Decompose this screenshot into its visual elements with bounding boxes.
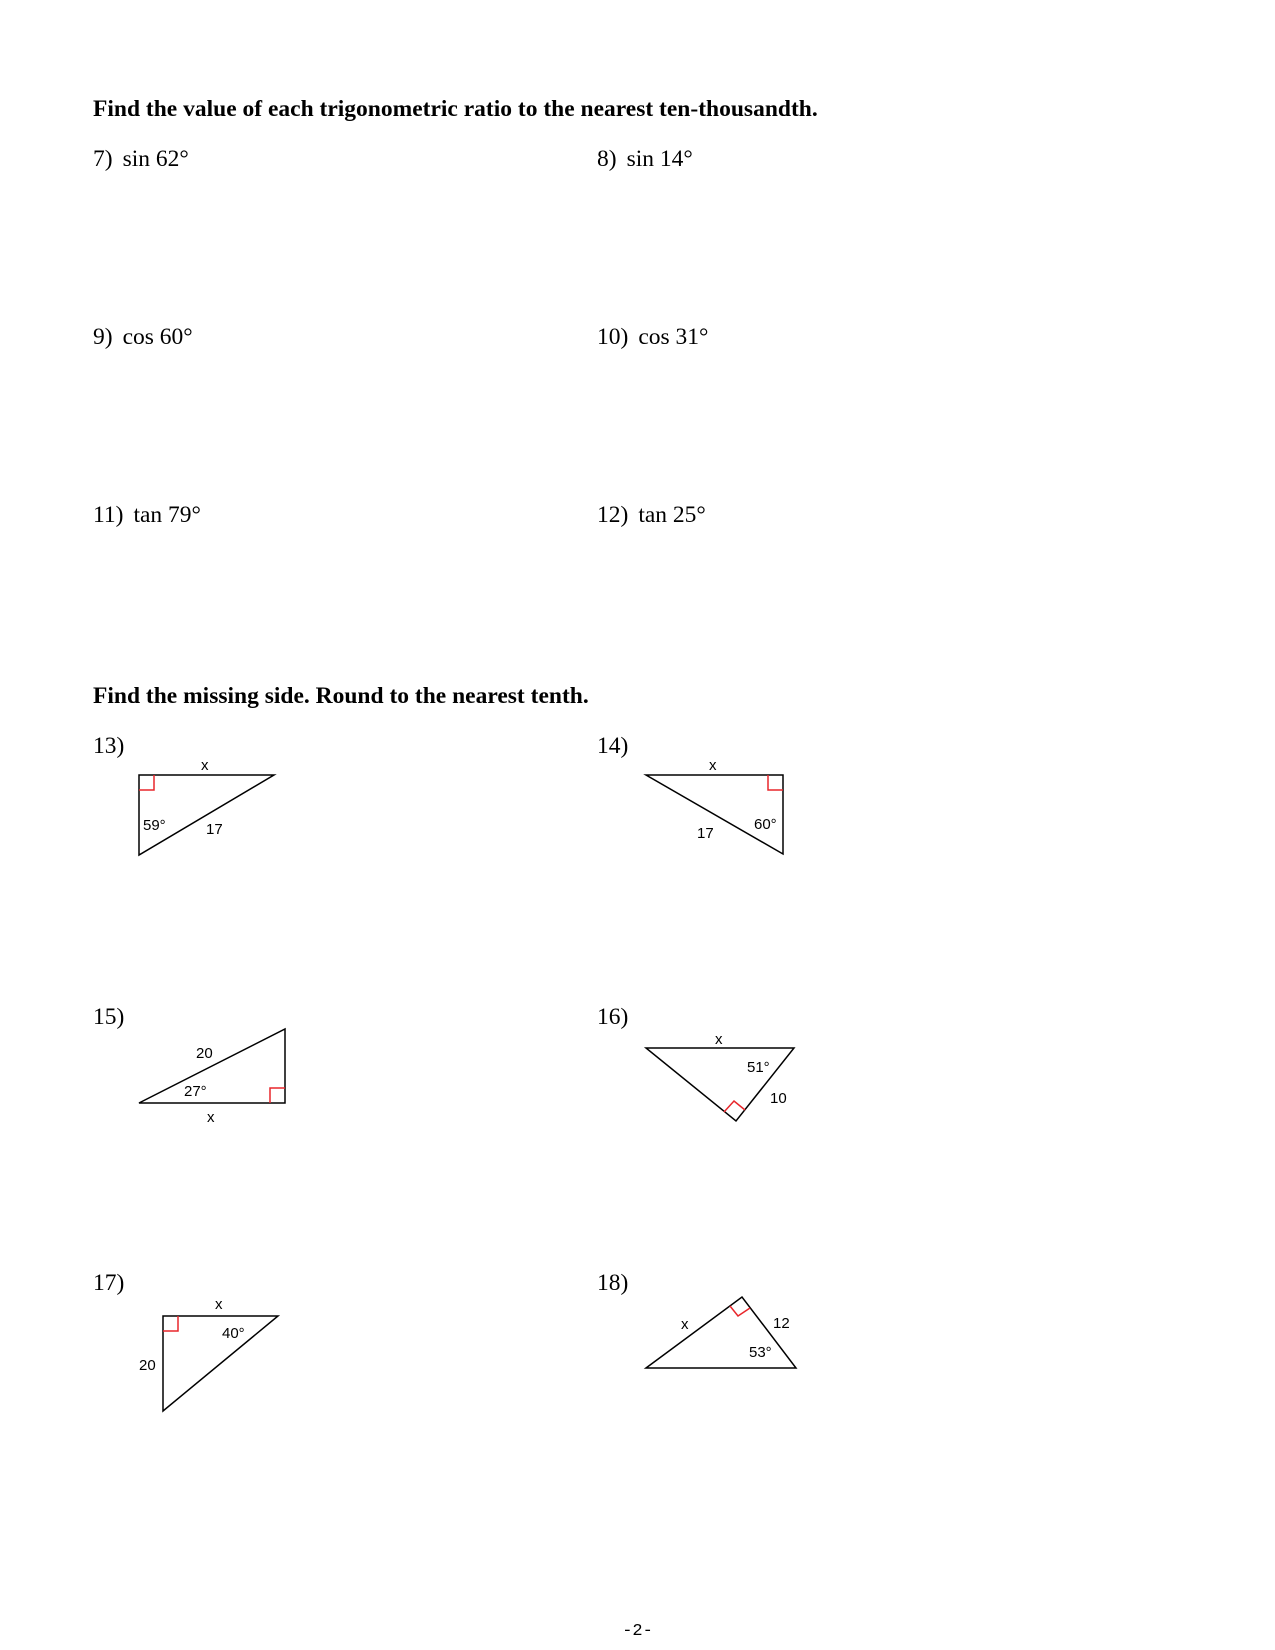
label-side: 12 bbox=[773, 1315, 790, 1332]
problem-expression: tan 79° bbox=[133, 502, 201, 528]
right-angle-marker bbox=[724, 1101, 745, 1112]
problem-expression: cos 31° bbox=[638, 324, 709, 350]
label-unknown: x bbox=[681, 1316, 689, 1333]
label-side: 20 bbox=[196, 1045, 213, 1062]
label-angle: 27° bbox=[184, 1083, 207, 1100]
label-angle: 60° bbox=[754, 816, 777, 833]
problem-number: 10) bbox=[597, 324, 629, 350]
problem-18-number: 18) bbox=[597, 1270, 629, 1296]
problem-7 bbox=[93, 148, 189, 172]
problem-9 bbox=[93, 326, 193, 350]
problem-14-number: 14) bbox=[597, 733, 629, 759]
problem-number: 8) bbox=[597, 146, 617, 172]
section-2-instruction: Find the missing side. Round to the nearest tenth. bbox=[93, 683, 589, 709]
right-angle-marker bbox=[139, 775, 154, 790]
problem-12 bbox=[597, 504, 706, 528]
problem-number: 7) bbox=[93, 146, 113, 172]
triangle-15 bbox=[139, 1029, 285, 1126]
problem-15-number: 15) bbox=[93, 1004, 125, 1030]
triangle-17 bbox=[139, 1296, 278, 1411]
label-angle: 51° bbox=[747, 1059, 770, 1076]
right-angle-marker bbox=[163, 1316, 178, 1331]
triangle-14 bbox=[646, 757, 783, 854]
problem-13-number: 13) bbox=[93, 733, 125, 759]
problem-number: 9) bbox=[93, 324, 113, 350]
triangle-16 bbox=[646, 1031, 794, 1121]
label-unknown: x bbox=[215, 1296, 223, 1313]
label-side: 17 bbox=[697, 825, 714, 842]
label-angle: 53° bbox=[749, 1344, 772, 1361]
label-side: 17 bbox=[206, 821, 223, 838]
right-angle-marker bbox=[270, 1088, 285, 1103]
right-angle-marker bbox=[730, 1306, 750, 1316]
label-unknown: x bbox=[709, 757, 717, 774]
section-1-instruction: Find the value of each trigonometric ratio to the nearest ten-thousandth. bbox=[93, 96, 818, 122]
problem-17-number: 17) bbox=[93, 1270, 125, 1296]
problem-11 bbox=[93, 504, 201, 528]
label-unknown: x bbox=[201, 757, 209, 774]
problem-expression: sin 14° bbox=[626, 146, 693, 172]
right-angle-marker bbox=[768, 775, 783, 790]
label-unknown: x bbox=[715, 1031, 723, 1048]
page-number: -2- bbox=[622, 1622, 653, 1641]
label-angle: 59° bbox=[143, 817, 166, 834]
problem-expression: cos 60° bbox=[122, 324, 193, 350]
problem-8 bbox=[597, 148, 693, 172]
problem-number: 11) bbox=[93, 502, 124, 528]
problem-number: 12) bbox=[597, 502, 629, 528]
problem-10 bbox=[597, 326, 708, 350]
triangle-13 bbox=[139, 757, 274, 855]
label-side: 10 bbox=[770, 1090, 787, 1107]
label-side: 20 bbox=[139, 1357, 156, 1374]
label-angle: 40° bbox=[222, 1325, 245, 1342]
problem-expression: tan 25° bbox=[638, 502, 706, 528]
problem-16-number: 16) bbox=[597, 1004, 629, 1030]
label-unknown: x bbox=[207, 1109, 215, 1126]
problem-expression: sin 62° bbox=[122, 146, 189, 172]
triangle-18 bbox=[646, 1297, 796, 1368]
